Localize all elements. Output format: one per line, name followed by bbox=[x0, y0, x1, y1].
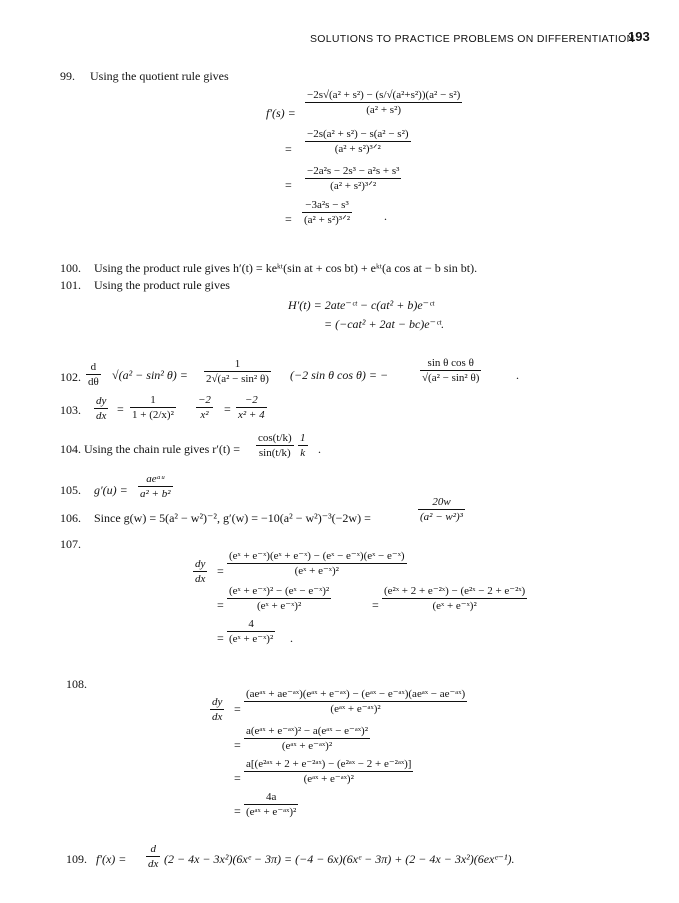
problem-99-step-3: −2a²s − 2s³ − a²s + s³ (a² + s²)³ᐟ² bbox=[307, 165, 400, 192]
problem-102-middle: (−2 sin θ cos θ) = − bbox=[290, 368, 389, 382]
problem-107-step-2a: $\frac{\text{(eˣ + e⁻ˣ)² − (eˣ − e⁻ˣ)²}}{\text{(eˣ + e⁻ˣ)²}}$ bbox=[229, 585, 330, 612]
problem-103-number: 103. bbox=[60, 403, 81, 417]
problem-101-line-2: = (−cat² + 2at − bc)e⁻ᶜᵗ. bbox=[324, 317, 445, 331]
problem-108-step-1: (aeᵃˣ + ae⁻ᵃˣ)(eᵃˣ + e⁻ᵃˣ) − (eᵃˣ − e⁻ᵃˣ)(aeᵃˣ − ae⁻ᵃˣ) (eᵃˣ + e⁻ᵃˣ)² bbox=[246, 688, 466, 715]
problem-102-number: 102. bbox=[60, 370, 81, 384]
problem-105-lhs: g′(u) = bbox=[94, 483, 128, 497]
problem-102-derivative-operator: $\frac{d}{d\theta}$ bbox=[88, 361, 99, 388]
problem-106-text: Since g(w) = 5(a² − w²)⁻², g′(w) = −10(a² − w²)⁻³(−2w) = bbox=[94, 511, 371, 525]
problem-99-lhs: f′(s) = bbox=[266, 106, 296, 120]
problem-102-expression: √(a² − sin² θ) = bbox=[112, 368, 188, 382]
problem-102-result: $\frac{\text{sin θ cos θ}}{\text{√(a² − sin² θ)}}$ bbox=[422, 357, 480, 384]
problem-106-result: $\frac{20w}{\text{(a² − w²)³}}$ bbox=[420, 496, 463, 523]
problem-107-derivative: $\frac{dy}{dx}$ bbox=[195, 558, 206, 585]
problem-99-step-1: $\frac{\text{−2s√(a² + s²) − (s/√(a²+s²))(a² − s²)}}{\text{(a² + s²)}}$ bbox=[307, 89, 461, 116]
problem-108-step-2: a(eᵃˣ + e⁻ᵃˣ)² − a(eᵃˣ − e⁻ᵃˣ)² (eᵃˣ + e⁻ᵃˣ)² bbox=[246, 725, 369, 752]
problem-108-eq-2: = bbox=[234, 738, 241, 752]
problem-108-number: 108. bbox=[66, 677, 87, 691]
problem-103-derivative: $\frac{dy}{dx}$ bbox=[96, 395, 107, 422]
problem-100-text: Using the product rule gives h′(t) = keᵏᵗ(sin at + cos bt) + eᵏᵗ(a cos at − b sin bt). bbox=[94, 261, 478, 275]
problem-107-step-3: $\frac{4}{\text{(eˣ + e⁻ˣ)²}}$ bbox=[229, 618, 274, 645]
problem-107-eq-2b: = bbox=[372, 598, 379, 612]
problem-100-number: 100. bbox=[60, 261, 81, 275]
problem-104-factor-2: $\frac{1}{k}$ bbox=[300, 432, 306, 459]
problem-103-eq: = bbox=[117, 402, 124, 416]
problem-101-text: Using the product rule gives bbox=[94, 278, 230, 292]
problem-103-eq-2: = bbox=[224, 402, 231, 416]
problem-105-number: 105. bbox=[60, 483, 81, 497]
problem-107-eq-3: = bbox=[217, 631, 224, 645]
problem-108-eq-4: = bbox=[234, 804, 241, 818]
problem-103-result: $\frac{-2}{\text{x² + 4}}$ bbox=[238, 394, 265, 421]
problem-104-number: 104. bbox=[60, 442, 81, 456]
problem-101-number: 101. bbox=[60, 278, 81, 292]
problem-109-text: (2 − 4x − 3x²)(6xᵉ − 3π) = (−4 − 6x)(6xᵉ − 3π) + (2 − 4x − 3x²)(6exᵉ⁻¹). bbox=[164, 852, 515, 866]
problem-107-number: 107. bbox=[60, 537, 81, 551]
problem-99-step-4: −3a²s − s³ (a² + s²)³ᐟ² bbox=[304, 199, 351, 226]
problem-108-eq-1: = bbox=[234, 702, 241, 716]
problem-99-eq-4: = bbox=[285, 212, 292, 226]
problem-99-step-2: −2s(a² + s²) − s(a² − s²) (a² + s²)³ᐟ² bbox=[307, 128, 409, 155]
problem-108-step-3: a[(e²ᵃˣ + 2 + e⁻²ᵃˣ) − (e²ᵃˣ − 2 + e⁻²ᵃˣ)] (eᵃˣ + e⁻ᵃˣ)² bbox=[246, 758, 412, 785]
problem-109-lhs: f′(x) = bbox=[96, 852, 127, 866]
problem-108-derivative: $\frac{dy}{dx}$ bbox=[212, 696, 223, 723]
problem-105-result: aeᵃᵘ a² + b² bbox=[140, 473, 171, 500]
problem-107-step-2b: $\frac{\text{(e²ˣ + 2 + e⁻²ˣ) − (e²ˣ − 2 + e⁻²ˣ)}}{\text{(eˣ + e⁻ˣ)²}}$ bbox=[384, 585, 526, 612]
problem-99-number: 99. bbox=[60, 69, 75, 83]
problem-102-factor: $\frac{1}{\text{2√(a² − sin² θ)}}$ bbox=[206, 358, 269, 385]
problem-109-number: 109. bbox=[66, 852, 87, 866]
problem-103-factor-2: $\frac{-2}{\text{x²}}$ bbox=[198, 394, 211, 421]
problem-102-period: . bbox=[516, 368, 519, 382]
problem-107-period: . bbox=[290, 631, 293, 645]
problem-101-line-1: H′(t) = 2ate⁻ᶜᵗ − c(at² + b)e⁻ᶜᵗ bbox=[288, 298, 435, 312]
problem-99-eq-3: = bbox=[285, 178, 292, 192]
problem-104-text: Using the chain rule gives r′(t) = bbox=[84, 442, 241, 456]
problem-99-text: Using the quotient rule gives bbox=[90, 69, 229, 83]
problem-104-period: . bbox=[318, 442, 321, 456]
problem-103-factor-1: $\frac{1}{\text{1 + (2/x)²}}$ bbox=[132, 394, 174, 421]
problem-109-derivative: $\frac{d}{dx}$ bbox=[148, 843, 159, 870]
page-number: 193 bbox=[628, 29, 650, 44]
problem-108-step-4: 4a (eᵃˣ + e⁻ᵃˣ)² bbox=[246, 791, 297, 818]
problem-106-number: 106. bbox=[60, 511, 81, 525]
problem-108-eq-3: = bbox=[234, 771, 241, 785]
problem-99-period: . bbox=[384, 209, 387, 223]
problem-99-eq-2: = bbox=[285, 142, 292, 156]
problem-107-step-1: $\frac{\text{(eˣ + e⁻ˣ)(eˣ + e⁻ˣ) − (eˣ − e⁻ˣ)(eˣ − e⁻ˣ)}}{\text{(eˣ + e⁻ˣ)²}}$ bbox=[229, 550, 405, 577]
problem-107-eq-1: = bbox=[217, 564, 224, 578]
running-header: SOLUTIONS TO PRACTICE PROBLEMS ON DIFFERENTIATION bbox=[310, 33, 635, 45]
problem-104-factor-1: $\frac{\cos(t/k)}{\sin(t/k)}$ bbox=[258, 432, 292, 459]
problem-107-eq-2: = bbox=[217, 598, 224, 612]
